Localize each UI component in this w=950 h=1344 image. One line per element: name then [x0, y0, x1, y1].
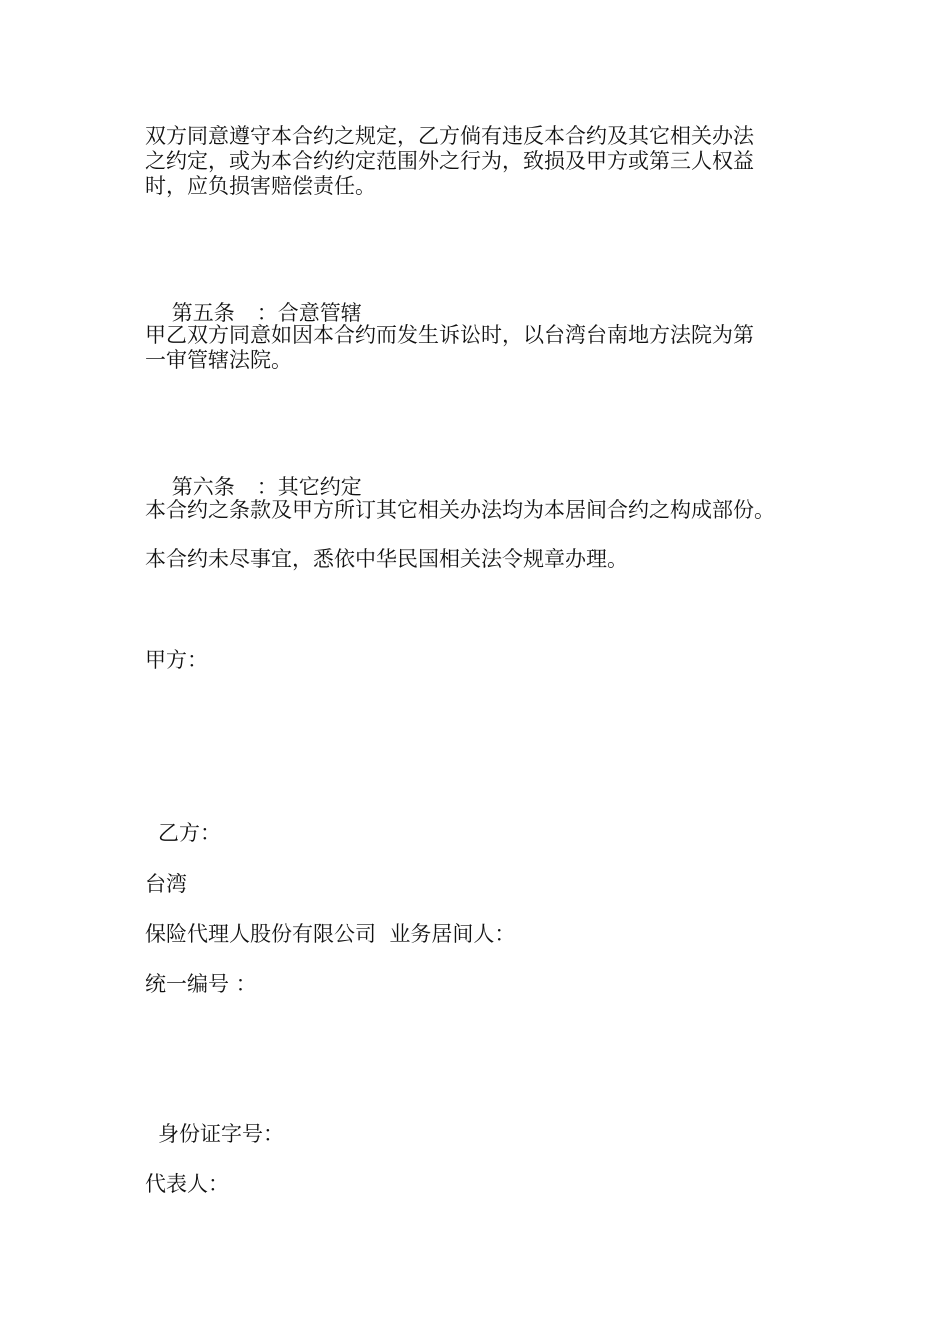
paragraph-line: 一审管辖法院。 — [145, 348, 292, 372]
paragraph-line: 之约定，或为本合约约定范围外之行为，致损及甲方或第三人权益 — [145, 149, 754, 173]
paragraph-line: 甲乙双方同意如因本合约而发生诉讼时，以台湾台南地方法院为第 — [145, 323, 754, 347]
liability-paragraph — [145, 124, 810, 199]
article-6-title: ：其它约定 — [256, 475, 362, 499]
party-b-label: 乙方： — [158, 821, 221, 845]
taiwan-label: 台湾 — [145, 872, 187, 896]
representative-label: 代表人： — [145, 1172, 229, 1196]
party-a-label: 甲方： — [145, 648, 208, 672]
article-6-number: 第六条 — [171, 475, 235, 499]
id-number-label: 身份证字号： — [158, 1122, 284, 1146]
company-label: 保险代理人股份有限公司 业务居间人： — [145, 922, 516, 946]
paragraph-line: 时，应负损害赔偿责任。 — [145, 174, 376, 198]
article-5-title: ：合意管辖 — [256, 301, 362, 325]
article-5-body — [145, 323, 810, 373]
article-6-body-line-1: 本合约之条款及甲方所订其它相关办法均为本居间合约之构成部份。 — [145, 498, 775, 522]
unified-number-label: 统一编号 ： — [145, 972, 257, 996]
paragraph-line: 双方同意遵守本合约之规定，乙方倘有违反本合约及其它相关办法 — [145, 124, 754, 148]
article-6-body-line-2: 本合约未尽事宜，悉依中华民国相关法令规章办理。 — [145, 547, 628, 571]
article-5-number: 第五条 — [171, 301, 235, 325]
